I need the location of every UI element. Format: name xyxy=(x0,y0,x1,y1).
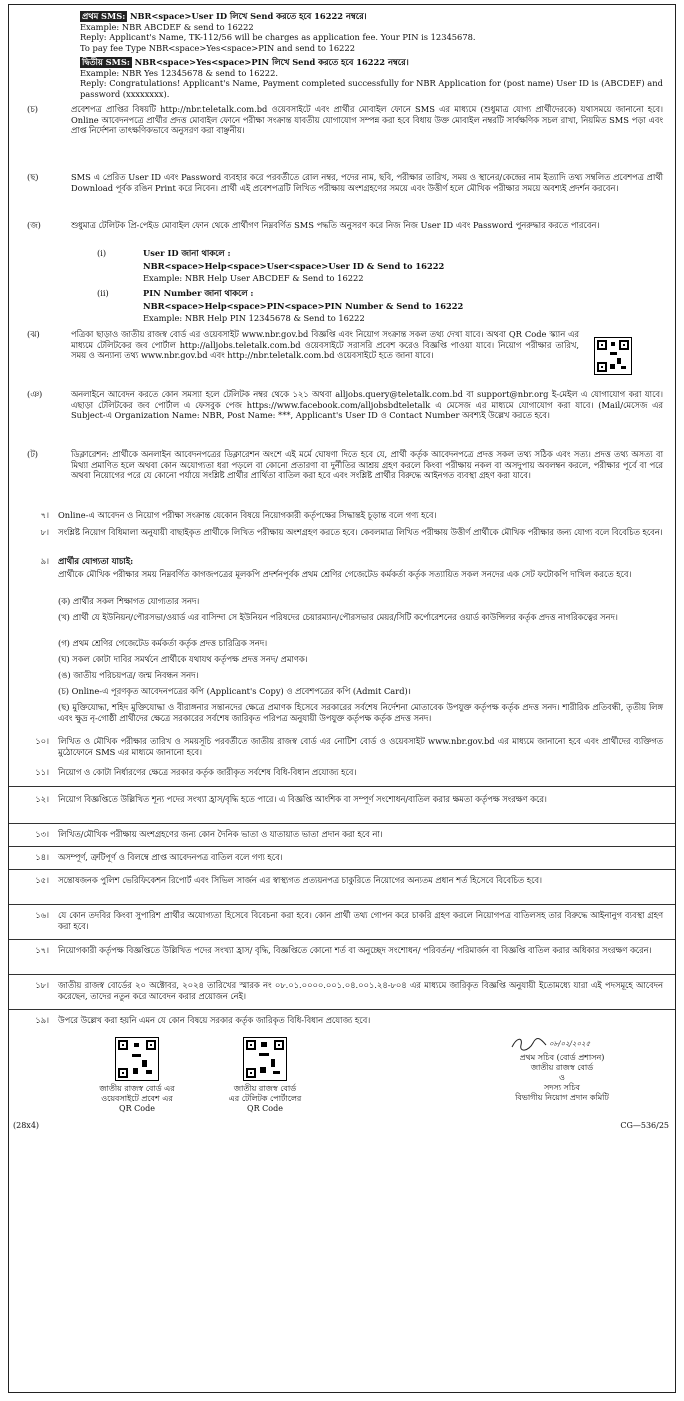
recover-i-line: NBR<space>Help<space>User<space>User ID & Send to 16222 xyxy=(143,261,445,271)
sms1-pay: To pay fee Type NBR<space>Yes<space>PIN and send to 16222 xyxy=(80,42,356,53)
qr-code-icon xyxy=(243,1037,287,1081)
sms1-line: NBR<space>User ID লিখে Send করতে হবে 16222 নম্বরে। xyxy=(129,11,367,21)
item-chha xyxy=(9,172,669,216)
qr1-caption-1: জাতীয় রাজস্ব বোর্ড এর xyxy=(99,1084,175,1093)
clause-number: ১২। xyxy=(35,794,49,804)
divider xyxy=(9,904,675,905)
clause-text: উপরে উল্লেখ করা হয়নি এমন যে কোন বিষয়ে সরকার কর্তৃক জারিকৃত বিধি-বিধান প্রযোজ্য হবে। xyxy=(58,1015,371,1025)
item-cha xyxy=(9,104,669,168)
signature-date: ০৮/০২/২০২৫ xyxy=(549,1040,591,1048)
recover-ii-line: NBR<space>Help<space>PIN<space>PIN Number & Send to 16222 xyxy=(143,301,464,311)
qr2-caption-1: জাতীয় রাজস্ব বোর্ড xyxy=(233,1084,297,1093)
list-item: (ক) প্রার্থীর সকল শিক্ষাগত যোগ্যতার সনদ। xyxy=(58,596,200,606)
clause-text: যে কোন তদবির কিংবা সুপারিশ প্রার্থীর অযোগ্যতা হিসেবে বিবেচনা করা হবে। কোন প্রার্থী তথ্য গোপন করে চাকরি গ্রহণ করলে নিয়োগপত্র বাতিলসহ তার বিরুদ্ধে আইনানুগ ব্যবস্থা গ্রহণ করা হবে। xyxy=(58,910,663,931)
clause-16 xyxy=(9,910,669,934)
signature-icon xyxy=(509,1035,549,1053)
qr1-caption xyxy=(79,1084,195,1114)
sms2-example: Example: NBR Yes 12345678 & send to 16222. xyxy=(80,67,279,78)
item-label: (জ) xyxy=(27,220,41,230)
qr1-caption-3: QR Code xyxy=(119,1104,155,1113)
clause-text: সন্তোষজনক পুলিশ ভেরিফিকেশন রিপোর্ট এবং সিভিল সার্জন এর স্বাস্থ্যগত প্রত্যয়নপত্র চাকুরিতে নিয়োগের অন্যতম প্রধান শর্ত হিসেবে বিবেচিত হবে। xyxy=(58,875,542,885)
signatory-committee: বিভাগীয় নিয়োগ প্রদান কমিটি xyxy=(515,1093,609,1102)
item-label: (ঞ) xyxy=(27,389,43,399)
divider xyxy=(9,869,675,870)
sms2-block xyxy=(80,57,669,99)
clause-title: প্রার্থীর যোগ্যতা যাচাই: xyxy=(58,556,134,566)
sms1-tag: প্রথম SMS: xyxy=(82,11,126,21)
list-item: (গ) প্রথম শ্রেণির গেজেটেড কর্মকর্তা কর্তৃক প্রদত্ত চারিত্রিক সনদ। xyxy=(58,638,268,648)
item-jha xyxy=(9,329,669,383)
clause-text: অসম্পূর্ণ, ত্রুটিপূর্ণ ও বিলম্বে প্রাপ্ত আবেদনপত্র বাতিল বলে গণ্য হবে। xyxy=(58,852,283,862)
recover-ii-title: PIN Number জানা থাকলে : xyxy=(143,288,254,298)
clause-8 xyxy=(9,527,669,551)
divider xyxy=(9,823,675,824)
item-ta xyxy=(9,449,669,505)
item-label: (ছ) xyxy=(27,172,39,182)
clause-number: ১৩। xyxy=(35,829,49,839)
qr2-caption-2: এর টেলিটক পোর্টালের xyxy=(228,1094,302,1103)
qr1-caption-2: ওয়েবসাইটে প্রবেশ এর xyxy=(101,1094,173,1103)
divider xyxy=(9,846,675,847)
list-item: (ঘ) সকল কোটা দাবির সমর্থনে প্রার্থীকে যথাযথ কর্তৃপক্ষ প্রদত্ত সনদ/ প্রমাণক। xyxy=(58,654,308,664)
clause-text: নিয়োগ ও কোটা নির্ধারণের ক্ষেত্রে সরকার কর্তৃক জারীকৃত সর্বশেষ বিধি-বিধান প্রযোজ্য হবে। xyxy=(58,767,357,777)
clause-10 xyxy=(9,736,669,760)
item-text: শুধুমাত্র টেলিটক প্রি-পেইড মোবাইল ফোন থেকে প্রার্থীগণ নিম্নবর্ণিত SMS পদ্ধতি অনুসরণ করে নিজ নিজ User ID এবং Password পুনরুদ্ধার করতে পারবেন। xyxy=(71,220,600,230)
clause-text: লিখিত/মৌখিক পরীক্ষায় অংশগ্রহণের জন্য কোন দৈনিক ভাতা ও যাতায়াত ভাতা প্রদান করা হবে না। xyxy=(58,829,383,839)
sms2-line: NBR<space>Yes<space>PIN লিখে Send করতে হবে 16222 নম্বরে। xyxy=(134,57,409,67)
qr-code-icon xyxy=(594,337,632,375)
item-label: (ঝ) xyxy=(27,329,40,339)
clause-12 xyxy=(9,794,669,818)
sms2-reply: Reply: Congratulations! Applicant's Name, Payment completed successfully for NBR Application for (post name) User ID is (ABCDEF) and password (xxxxxxxx). xyxy=(80,78,663,99)
clause-number: ১৭। xyxy=(35,945,49,955)
clause-17 xyxy=(9,945,669,969)
clause-13 xyxy=(9,829,669,841)
list-item: (ছ) মুক্তিযোদ্ধা, শহিদ মুক্তিযোদ্ধা ও বীরাঙ্গনার সন্তানদের ক্ষেত্রে প্রমাণক হিসেবে সরকারের সর্বশেষ নির্দেশনা মোতাবেক উপযুক্ত কর্তৃপক্ষ কর্তৃক প্রদত্ত সনদ। শারীরিক প্রতিবন্ধী, তৃতীয় লিঙ্গ এবং ক্ষুদ্র নৃ-গোষ্ঠী প্রার্থীদের ক্ষেত্রে সরকারের সর্বশেষ জারিকৃত পরিপত্র অনুযায়ী উপযুক্ত কর্তৃপক্ষ কর্তৃক প্রদত্ত সনদ। xyxy=(58,702,663,723)
clause-number: ৯। xyxy=(40,556,49,566)
clause-number: ১০। xyxy=(35,736,49,746)
sms1-block xyxy=(80,11,669,53)
qr2-caption-3: QR Code xyxy=(247,1104,283,1113)
list-item: (ঙ) জাতীয় পরিচয়পত্র/ জন্ম নিবন্ধন সনদ। xyxy=(58,670,199,680)
divider xyxy=(9,974,675,975)
clause-7 xyxy=(9,510,669,522)
recover-i-example: Example: NBR Help User ABCDEF & Send to 16222 xyxy=(143,273,364,283)
clause-text: লিখিত ও মৌখিক পরীক্ষার তারিখ ও সময়সূচি পরবর্তীতে জাতীয় রাজস্ব বোর্ড এর নোটিশ বোর্ড ও ওয়েবসাইট www.nbr.gov.bd এর মাধ্যমে জানানো হবে এবং প্রার্থীদের ব্যক্তিগত মুঠোফোনে SMS এর মাধ্যমে জানানো হবে। xyxy=(58,736,663,757)
list-item: (খ) প্রার্থী যে ইউনিয়ন/পৌরসভা/ওয়ার্ড এর বাসিন্দা সে ইউনিয়ন পরিষদের চেয়ারম্যান/পৌরসভার মেয়র/সিটি কর্পোরেশনের ওয়ার্ড কাউন্সিলর কর্তৃক প্রদত্ত নাগরিকত্বের সনদ। xyxy=(58,612,618,622)
clause-number: ৮। xyxy=(40,527,49,537)
recover-ii-label: (ii) xyxy=(97,288,109,298)
item-text: ডিক্লারেশন: প্রার্থীকে অনলাইন আবেদনপত্রের ডিক্লারেশন অংশে এই মর্মে ঘোষণা দিতে হবে যে, প্রার্থী কর্তৃক আবেদনপত্রে প্রদত্ত সকল তথ্য সঠিক এবং সত্য। প্রদত্ত তথ্য অসত্য বা মিথ্যা প্রমাণিত হলে অথবা কোন অযোগ্যতা ধরা পড়লে বা কোনো প্রতারণা বা দুর্নীতির আশ্রয় গ্রহণ করলে কিংবা পরীক্ষায় নকল বা অসদুপায় অবলম্বন করলে, পরীক্ষার পূর্বে বা পরে অথবা নিয়োগের পরে যে কোনো পর্যায়ে সংশ্লিষ্ট প্রার্থীর প্রার্থিতা বাতিল করা হবে এবং সংশ্লিষ্ট প্রার্থীর বিরুদ্ধে আইনগত ব্যবস্থা গ্রহণ করা যাবে। xyxy=(71,449,663,480)
clause-intro: প্রার্থীকে মৌখিক পরীক্ষার সময় নিম্নবর্ণিত কাগজপত্রের মূলকপি প্রদর্শনপূর্বক প্রথম শ্রেণির গেজেটেড কর্মকর্তা কর্তৃক সত্যায়িত সকল সনদের এক সেট ফটোকপি দাখিল করতে হবে। xyxy=(58,569,632,579)
item-label: (ট) xyxy=(27,449,38,459)
signatory-and: ও xyxy=(559,1073,565,1082)
clause-11 xyxy=(9,767,669,779)
clause-number: ১৬। xyxy=(35,910,49,920)
clause-number: ১৯। xyxy=(35,1015,49,1025)
divider xyxy=(9,786,675,787)
clause-19 xyxy=(9,1015,669,1027)
item-text: প্রবেশপত্র প্রাপ্তির বিষয়টি http://nbr.teletalk.com.bd ওয়েবসাইটে এবং প্রার্থীর মোবাইল ফোনে SMS এর মাধ্যমে (শুধুমাত্র যোগ্য প্রার্থীদেরকে) যথাসময়ে জানানো হবে। Online আবেদনপত্রে প্রার্থীর প্রদত্ত মোবাইল ফোনে পরীক্ষা সংক্রান্ত যাবতীয় যোগাযোগ সম্পন্ন করা হবে বিধায় উক্ত মোবাইল নম্বরটি সার্বক্ষণিক সচল রাখা, নিয়মিত SMS পড়া এবং প্রাপ্ত নির্দেশনা তাৎক্ষণিকভাবে অনুসরণ করা বাঞ্ছনীয়। xyxy=(71,104,663,135)
clause-text: Online-এ আবেদন ও নিয়োগ পরীক্ষা সংক্রান্ত যেকোন বিষয়ে নিয়োগকারী কর্তৃপক্ষের সিদ্ধান্তই চূড়ান্ত বলে গণ্য হবে। xyxy=(58,510,437,520)
sms1-reply: Reply: Applicant's Name, TK-112/56 will be charges as application fee. Your PIN is 12345678. xyxy=(80,32,476,42)
signature-block xyxy=(487,1053,637,1103)
clause-text: নিয়োগ বিজ্ঞপ্তিতে উল্লিখিত শূন্য পদের সংখ্যা হ্রাস/বৃদ্ধি হতে পারে। এ বিজ্ঞপ্তি আংশিক বা সম্পূর্ণ সংশোধন/বাতিল করার ক্ষমতা কর্তৃপক্ষ সংরক্ষণ করে। xyxy=(58,794,547,804)
sms1-example: Example: NBR ABCDEF & send to 16222 xyxy=(80,21,254,32)
signatory-title: প্রথম সচিব (বোর্ড প্রশাসন) xyxy=(519,1053,605,1062)
clause-number: ৭। xyxy=(40,510,49,520)
notice-page xyxy=(8,4,676,1393)
clause-text: সংশ্লিষ্ট নিয়োগ বিধিমালা অনুযায়ী বাছাইকৃত প্রার্থীকে লিখিত পরীক্ষায় অংশগ্রহণ করতে হবে। কেবলমাত্র লিখিত পরীক্ষায় উত্তীর্ণ প্রার্থীকে মৌখিক পরীক্ষার জন্য যোগ্য বলে বিবেচিত হবেন। xyxy=(58,527,663,537)
list-item: (চ) Online-এ পূরণকৃত আবেদনপত্রের কপি (Applicant's Copy) ও প্রবেশপত্রের কপি (Admit Card)। xyxy=(58,686,411,696)
sms2-tag: দ্বিতীয় SMS: xyxy=(82,57,130,67)
signatory-office: জাতীয় রাজস্ব বোর্ড xyxy=(530,1063,594,1072)
clause-14 xyxy=(9,852,669,864)
clause-text: জাতীয় রাজস্ব বোর্ডের ২০ অক্টোবর, ২০২৪ তারিখের স্মারক নং ০৮.০১.০০০০.০০১.০৪.০০১.২৪-৮০৪ এর মাধ্যমে জারিকৃত বিজ্ঞপ্তি অনুযায়ী ইতোমধ্যে যারা এই পদসমূহে আবেদন করেছেন, তাদের নতুন করে আবেদন করার প্রয়োজন নেই। xyxy=(58,980,663,1001)
recover-ii-example: Example: NBR Help PIN 12345678 & Send to 16222 xyxy=(143,313,365,323)
footer-code: CG—536/25 xyxy=(620,1121,669,1130)
item-text: পত্রিকা ছাড়াও জাতীয় রাজস্ব বোর্ড এর ওয়েবসাইট www.nbr.gov.bd বিজ্ঞপ্তি এবং নিয়োগ সংক্রান্ত সকল তথ্য দেখা যাবে। অথবা QR Code স্ক্যান এর মাধ্যমে টেলিটকের জব পোর্টাল http://alljobs.teletalk.com.bd ওয়েবসাইটে সরাসরি প্রবেশ করেও বিজ্ঞপ্তি পাওয়া যাবে। নিয়োগ পরীক্ষার তারিখ, সময় ও অন্যান্য তথ্য www.nbr.gov.bd এবং http://nbr.teletalk.com.bd ওয়েবসাইটে হতে জানা যাবে। xyxy=(71,329,579,360)
clause-number: ১৮। xyxy=(35,980,49,990)
item-ja xyxy=(9,220,669,244)
clause-number: ১৫। xyxy=(35,875,49,885)
recover-i-title: User ID জানা থাকলে : xyxy=(143,248,231,258)
clause-18 xyxy=(9,980,669,1004)
clause-number: ১৪। xyxy=(35,852,49,862)
footer-size: (28x4) xyxy=(13,1121,40,1130)
qr-code-icon xyxy=(115,1037,159,1081)
clause-text: নিয়োগকারী কর্তৃপক্ষ বিজ্ঞপ্তিতে উল্লিখিত পদের সংখ্যা হ্রাস/ বৃদ্ধি, বিজ্ঞপ্তিতে কোনো শর্ত বা অনুচ্ছেদ সংশোধন/ পরিবর্তন/ পরিমার্জন বা বিজ্ঞপ্তি বাতিল করার অধিকার সংরক্ষণ করেন। xyxy=(58,945,652,955)
divider xyxy=(9,1009,675,1010)
item-nya xyxy=(9,389,669,443)
item-text: SMS এ প্রেরিত User ID এবং Password ব্যবহার করে পরবর্তীতে রোল নম্বর, পদের নাম, ছবি, পরীক্ষার তারিখ, সময় ও স্থানের/কেন্দ্রের নাম ইত্যাদি তথ্য সম্বলিত প্রবেশপত্র প্রার্থী Download পূর্বক রঙিন Print করে নিবেন। প্রার্থী এই প্রবেশপত্রটি লিখিত পরীক্ষায় অংশগ্রহণের সময়ে এবং উত্তীর্ণ হলে মৌখিক পরীক্ষার সময়ে অবশ্যই প্রদর্শন করবেন। xyxy=(71,172,663,193)
signatory-role: সদস্য সচিব xyxy=(544,1083,580,1092)
divider xyxy=(9,939,675,940)
recover-i-label: (i) xyxy=(97,248,107,258)
clause-15 xyxy=(9,875,669,899)
item-text: অনলাইনে আবেদন করতে কোন সমস্যা হলে টেলিটক নম্বর থেকে ১২১ অথবা alljobs.query@teletalk.com.bd বা support@nbr.org ই-মেইল এ যোগাযোগ করা যাবে। এছাড়া টেলিটকের জব পোর্টাল এ ফেসবুক পেজ https://www.facebook.com/alljobsbdteletalk এ মেসেজ এর মাধ্যমে যোগাযোগ করা যাবে। (Mail/মেসেজ এর Subject-এ Organization Name: NBR, Post Name: ***, Applicant's User ID ও Contact Number অবশ্যই উল্লেখ করতে হবে। xyxy=(71,389,663,420)
qr2-caption xyxy=(207,1084,323,1114)
clause-number: ১১। xyxy=(35,767,49,777)
item-label: (চ) xyxy=(27,104,38,114)
